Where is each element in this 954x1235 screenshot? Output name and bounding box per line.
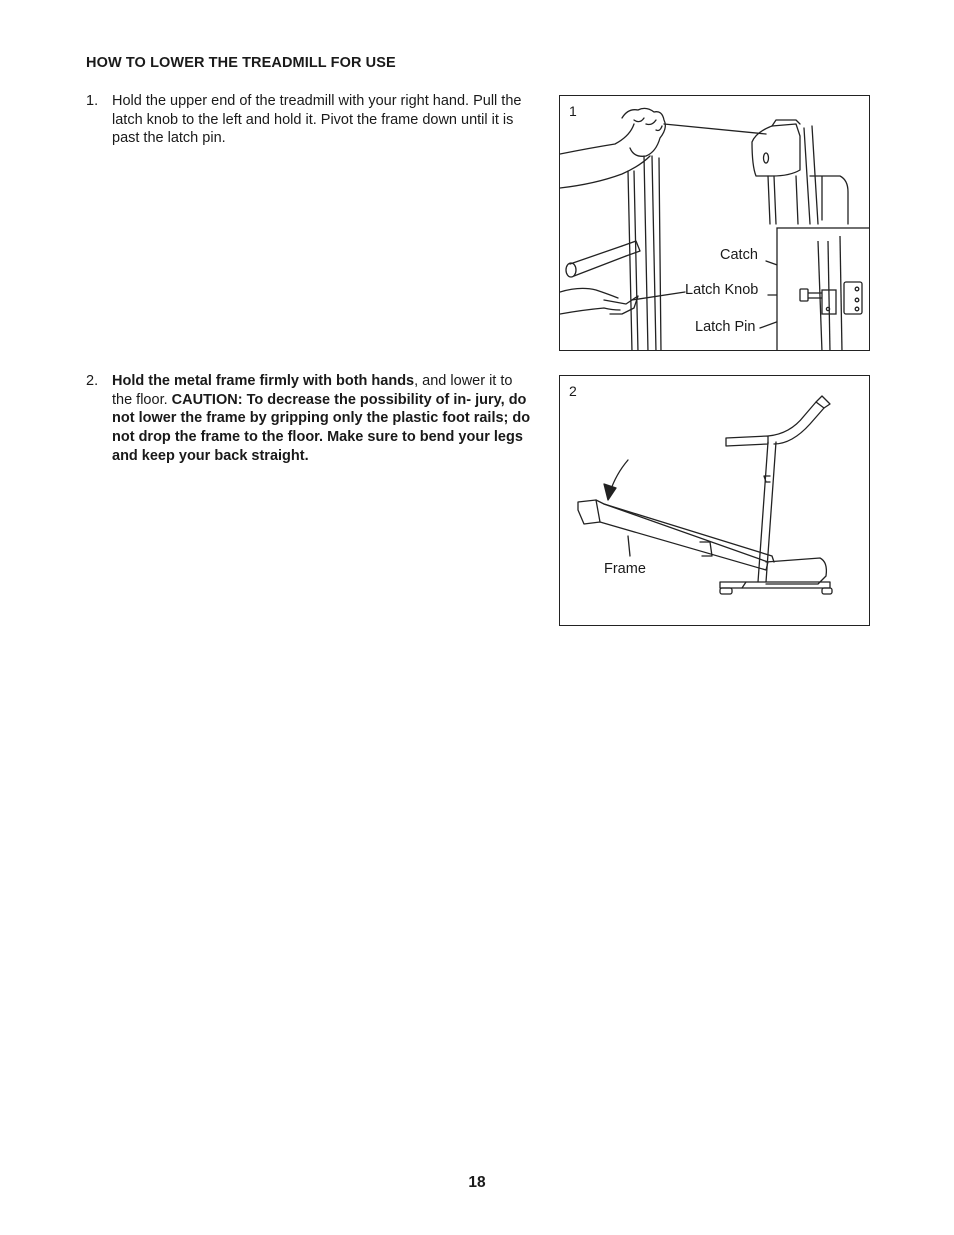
step-number: 2. <box>86 373 99 389</box>
callout-latch-pin: Latch Pin <box>695 319 756 335</box>
step-text: Hold the upper end of the treadmill with your right hand. Pull the latch knob to the left and hold it. Pivot the frame down until it is past the latch pin. <box>112 93 522 147</box>
page-number: 18 <box>468 1174 486 1191</box>
step-number: 1. <box>86 93 99 109</box>
step-2 <box>86 372 531 466</box>
section-heading: HOW TO LOWER THE TREADMILL FOR USE <box>86 55 396 71</box>
figure-1-latch-release <box>559 95 870 351</box>
step-bold-lead: Hold the metal frame firmly with both hands <box>112 373 415 389</box>
figure-1-illustration <box>560 96 870 351</box>
figure-2-illustration <box>560 376 870 626</box>
figure-number: 2 <box>569 383 577 399</box>
callout-latch-knob: Latch Knob <box>685 282 759 298</box>
step-text <box>112 372 531 466</box>
step-normal-text: , and lower it to the floor. <box>112 373 513 408</box>
figure-2-lower-frame <box>559 375 870 626</box>
callout-frame: Frame <box>604 561 646 577</box>
figure-number: 1 <box>569 103 577 119</box>
step-1 <box>86 92 531 148</box>
callout-catch: Catch <box>720 247 758 263</box>
caution-text: CAUTION: To decrease the possibility of in- jury, do not lower the frame by gripping only the plastic foot rails; do not drop the frame to the floor. Make sure to bend your legs and keep your back straight. <box>112 391 531 464</box>
